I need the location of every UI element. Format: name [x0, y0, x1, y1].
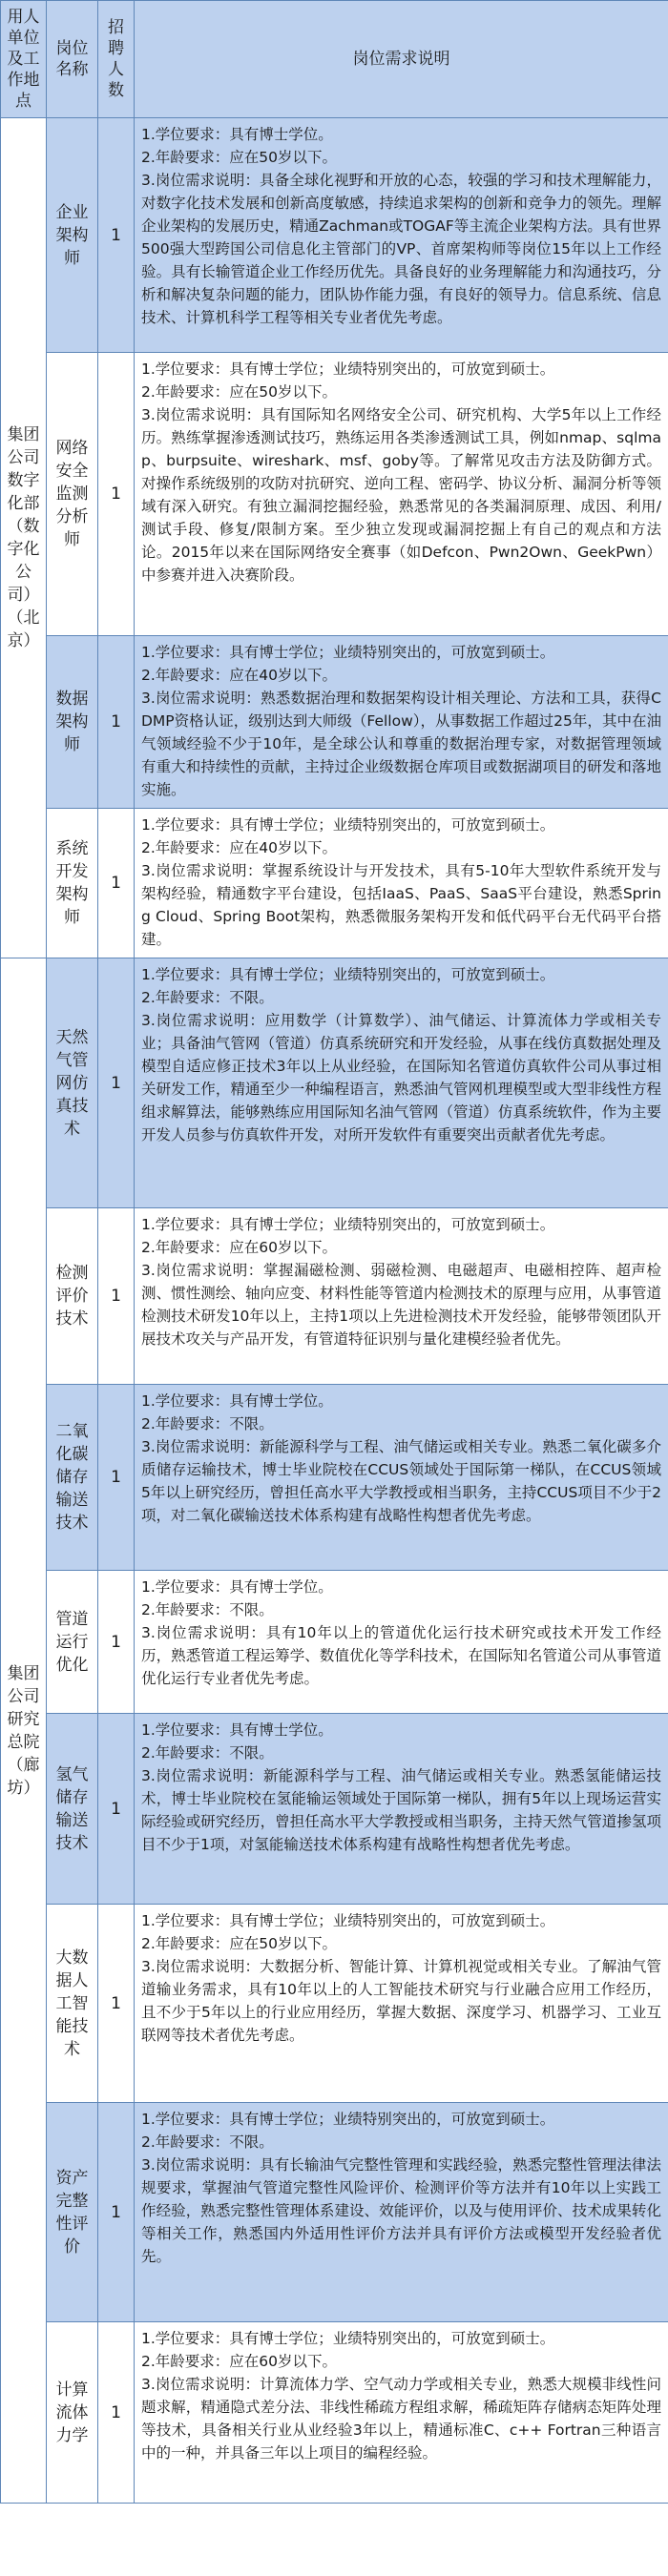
- description-cell: 1.学位要求：具有博士学位。 2.年龄要求：不限。 3.岗位需求说明：新能源科学与工程、油气储运或相关专业。熟悉二氧化碳多介质储存运输技术，博士毕业院校在CCUS领域处于国际第一梯队，在CCUS领域5年以上研究经历，曾担任高水平大学教授或相当职务，主持CCUS项目不少于2项，对二氧化碳输送技术体系构建有战略性构想者优先考虑。: [135, 1385, 668, 1571]
- table-row: [1, 353, 668, 636]
- description-cell: 1.学位要求：具有博士学位；业绩特别突出的，可放宽到硕士。 2.年龄要求：不限。 3.岗位需求说明：应用数学（计算数学）、油气储运、计算流体力学或相关专业；具备油气管网（管道）仿真系统研究和开发经验，从事在线仿真数据处理及模型自适应修正技术3年以上从业经验，在国际知名管道仿真软件公司从事过相关研发工作，精通至少一种编程语言，熟悉油气管网机理模型或大型非线性方程组求解算法，能够熟练应用国际知名油气管网（管道）仿真系统软件，作为主要开发人员参与仿真软件开发，对所开发软件有重要突出贡献者优先考虑。: [135, 958, 668, 1208]
- count-cell: 1: [98, 1905, 135, 2103]
- table-row: [1, 1714, 668, 1905]
- description-cell: 1.学位要求：具有博士学位；业绩特别突出的，可放宽到硕士。 2.年龄要求：应在40岁以下。 3.岗位需求说明：掌握系统设计与开发技术，具有5-10年大型软件系统开发与架构经验，精通数字平台建设，包括IaaS、PaaS、SaaS平台建设，熟悉Spring Cloud、Spring Boot架构，熟悉微服务架构开发和低代码平台无代码平台搭建。: [135, 809, 668, 958]
- count-cell: 1: [98, 2103, 135, 2322]
- table-row: [1, 2322, 668, 2504]
- position-cell: 计算流体力学: [47, 2322, 98, 2504]
- table-header-row: [1, 1, 668, 118]
- unit-cell: 集团公司研究总院（廊坊）: [1, 958, 47, 2504]
- table-row: [1, 2103, 668, 2322]
- position-cell: 天然气管网仿真技术: [47, 958, 98, 1208]
- description-cell: 1.学位要求：具有博士学位。 2.年龄要求：不限。 3.岗位需求说明：具有10年以上的管道优化运行技术研究或技术开发工作经历，熟悉管道工程运筹学、数值优化等学科技术，在国际知名管道公司从事管道优化运行专业者优先考虑。: [135, 1571, 668, 1714]
- count-cell: 1: [98, 1385, 135, 1571]
- header-unit: 用人单位及工作地点: [1, 1, 47, 118]
- description-cell: 1.学位要求：具有博士学位；业绩特别突出的，可放宽到硕士。 2.年龄要求：应在40岁以下。 3.岗位需求说明：熟悉数据治理和数据架构设计相关理论、方法和工具，获得CDMP资格认证，级别达到大师级（Fellow），从事数据工作超过25年，其中在油气领域经验不少于10年，是全球公认和尊重的数据治理专家，对数据管理领域有重大和持续性的贡献，主持过企业级数据仓库项目或数据湖项目的研发和落地实施。: [135, 636, 668, 809]
- description-cell: 1.学位要求：具有博士学位。 2.年龄要求：应在50岁以下。 3.岗位需求说明：具备全球化视野和开放的心态，较强的学习和技术理解能力，对数字化技术发展和创新高度敏感，持续追求架构的创新和竞争力的领先。理解企业架构的发展历史，精通Zachman或TOGAF等主流企业架构方法。具有世界500强大型跨国公司信息化主管部门的VP、首席架构师等岗位15年以上工作经验。具有长输管道企业工作经历优先。具备良好的业务理解能力和沟通技巧，分析和解决复杂问题的能力，团队协作能力强，有良好的领导力。信息系统、信息技术、计算机科学工程等相关专业者优先考虑。: [135, 118, 668, 353]
- table-row: [1, 1385, 668, 1571]
- table-row: [1, 1571, 668, 1714]
- header-description: 岗位需求说明: [135, 1, 668, 118]
- count-cell: 1: [98, 636, 135, 809]
- position-cell: 检测评价技术: [47, 1208, 98, 1385]
- position-cell: 网络安全监测分析师: [47, 353, 98, 636]
- table-row: [1, 1208, 668, 1385]
- position-cell: 二氧化碳储存输送技术: [47, 1385, 98, 1571]
- description-cell: 1.学位要求：具有博士学位；业绩特别突出的，可放宽到硕士。 2.年龄要求：应在50岁以下。 3.岗位需求说明：具有国际知名网络安全公司、研究机构、大学5年以上工作经历。熟练掌握渗透测试技巧，熟练运用各类渗透测试工具，例如nmap、sqlmap、burpsuite、wireshark、msf、goby等。了解常见攻击方法及防御方式。对操作系统级别的攻防对抗研究、逆向工程、密码学、协议分析、漏洞分析等领域有深入研究。有独立漏洞挖掘经验，熟悉常见的各类漏洞原理、成因、利用/测试手段、修复/限制方案。至少独立发现或漏洞挖掘上有自己的观点和方法论。2015年以来在国际网络安全赛事（如Defcon、Pwn2Own、GeekPwn）中参赛并进入决赛阶段。: [135, 353, 668, 636]
- count-cell: 1: [98, 2322, 135, 2504]
- count-cell: 1: [98, 809, 135, 958]
- position-cell: 数据架构师: [47, 636, 98, 809]
- position-cell: 氢气储存输送技术: [47, 1714, 98, 1905]
- count-cell: 1: [98, 1208, 135, 1385]
- table-row: [1, 118, 668, 353]
- header-position: 岗位名称: [47, 1, 98, 118]
- count-cell: 1: [98, 353, 135, 636]
- description-cell: 1.学位要求：具有博士学位；业绩特别突出的，可放宽到硕士。 2.年龄要求：应在50岁以下。 3.岗位需求说明：大数据分析、智能计算、计算机视觉或相关专业。了解油气管道输业务需求，具有10年以上的人工智能技术研究与行业融合应用工作经历，且不少于5年以上的行业应用经历，掌握大数据、深度学习、机器学习、工业互联网等技术者优先考虑。: [135, 1905, 668, 2103]
- header-count: 招聘人数: [98, 1, 135, 118]
- description-cell: 1.学位要求：具有博士学位。 2.年龄要求：不限。 3.岗位需求说明：新能源科学与工程、油气储运或相关专业。熟悉氢能储运技术，博士毕业院校在氢能输运领域处于国际第一梯队，拥有5年以上现场运营实际经验或研究经历，曾担任高水平大学教授或相当职务，主持天然气管道掺氢项目不少于1项，对氢能输送技术体系构建有战略性构想者优先考虑。: [135, 1714, 668, 1905]
- description-cell: 1.学位要求：具有博士学位；业绩特别突出的，可放宽到硕士。 2.年龄要求：应在60岁以下。 3.岗位需求说明：掌握漏磁检测、弱磁检测、电磁超声、电磁相控阵、超声检测、惯性测绘、轴向应变、材料性能等管道内检测技术的原理与应用，从事管道检测技术研发10年以上，主持1项以上先进检测技术开发经验，能够带领团队开展技术攻关与产品开发，有管道特征识别与量化建模经验者优先。: [135, 1208, 668, 1385]
- count-cell: 1: [98, 1714, 135, 1905]
- description-cell: 1.学位要求：具有博士学位；业绩特别突出的，可放宽到硕士。 2.年龄要求：不限。 3.岗位需求说明：具有长输油气完整性管理和实践经验，熟悉完整性管理法律法规要求，掌握油气管道完整性风险评价、检测评价等方法并有10年以上实践工作经验，熟悉完整性管理体系建设、效能评价，以及与使用评价、技术成果转化等相关工作，熟悉国内外适用性评价方法并具有评价方法或模型开发经验者优先。: [135, 2103, 668, 2322]
- position-cell: 管道运行优化: [47, 1571, 98, 1714]
- unit-cell: 集团公司数字化部（数字化公司）（北京）: [1, 118, 47, 958]
- count-cell: 1: [98, 118, 135, 353]
- table-row: [1, 636, 668, 809]
- table-row: [1, 958, 668, 1208]
- position-cell: 系统开发架构师: [47, 809, 98, 958]
- position-cell: 企业架构师: [47, 118, 98, 353]
- description-cell: 1.学位要求：具有博士学位；业绩特别突出的，可放宽到硕士。 2.年龄要求：应在60岁以下。 3.岗位需求说明：计算流体力学、空气动力学或相关专业，熟悉大规模非线性问题求解，精通隐式差分法、非线性稀疏方程组求解，稀疏矩阵存储病态矩阵处理等技术，具备相关行业从业经验3年以上，精通标准C、c++ Fortran三种语言中的一种，并具备三年以上项目的编程经验。: [135, 2322, 668, 2504]
- count-cell: 1: [98, 1571, 135, 1714]
- count-cell: 1: [98, 958, 135, 1208]
- position-cell: 大数据人工智能技术: [47, 1905, 98, 2103]
- table-row: [1, 1905, 668, 2103]
- position-cell: 资产完整性评价: [47, 2103, 98, 2322]
- table-row: [1, 809, 668, 958]
